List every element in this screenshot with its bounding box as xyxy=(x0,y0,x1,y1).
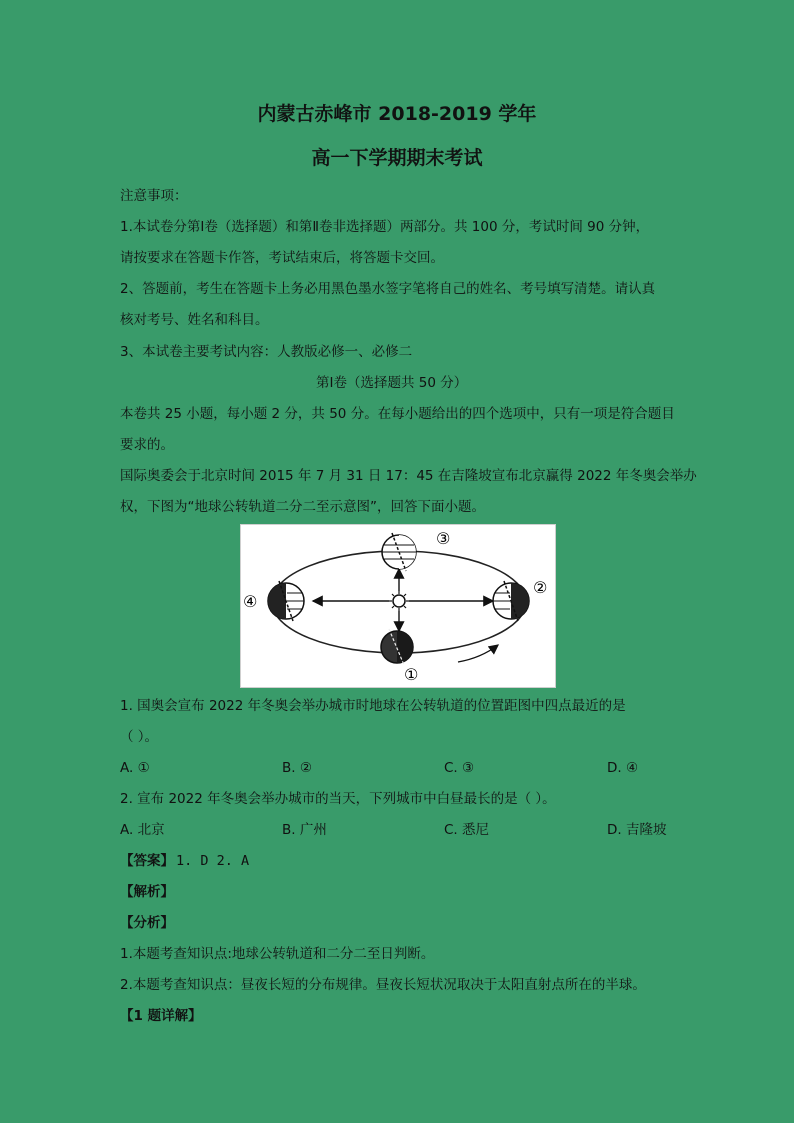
notice3: 3、本试卷主要考试内容：人教版必修一、必修二 xyxy=(120,344,413,360)
q1-option-a: A. ① xyxy=(120,760,150,776)
earth-orbit-diagram xyxy=(240,524,556,688)
passage-line2: 权，下图为“地球公转轨道二分二至示意图”，回答下面小题。 xyxy=(120,499,485,515)
q2-option-d: D. 吉隆坡 xyxy=(607,822,667,838)
analysis-label: 【解析】 xyxy=(120,884,174,900)
earth-position-3 xyxy=(382,533,416,571)
earth-position-2 xyxy=(493,581,529,621)
label-1: ① xyxy=(404,665,419,684)
doc-title-line1: 内蒙古赤峰市 2018-2019 学年 xyxy=(257,103,537,125)
notice2-line1: 2、答题前，考生在答题卡上务必用黑色墨水签字笔将自己的姓名、考号填写清楚。请认真 xyxy=(120,281,656,297)
passage-line1: 国际奥委会于北京时间 2015 年 7 月 31 日 17：45 在吉隆坡宣布北京赢得 2022 年冬奥会举办 xyxy=(120,468,697,484)
q1-option-d: D. ④ xyxy=(607,760,639,776)
notice1-line2: 请按要求在答题卡作答，考试结束后，将答题卡交回。 xyxy=(120,250,444,266)
earth-position-1 xyxy=(381,629,413,665)
point2: 2.本题考查知识点：昼夜长短的分布规律。昼夜长短状况取决于太阳直射点所在的半球。 xyxy=(120,977,646,993)
q1-stem-line1: 1. 国奥会宣布 2022 年冬奥会举办城市时地球在公转轨道的位置距图中四点最近的是 xyxy=(120,698,626,714)
q2-option-c: C. 悉尼 xyxy=(444,822,490,838)
label-2: ② xyxy=(533,578,548,597)
q1-option-c: C. ③ xyxy=(444,760,475,776)
answer-text: 1. D 2. A xyxy=(176,853,250,869)
label-3: ③ xyxy=(436,529,451,548)
doc-title-line2: 高一下学期期末考试 xyxy=(311,147,483,169)
notice-header: 注意事项： xyxy=(120,188,188,204)
q2-option-a: A. 北京 xyxy=(120,822,165,838)
q1-option-b: B. ② xyxy=(282,760,312,776)
earth-position-4 xyxy=(268,581,304,621)
detail-label: 【1 题详解】 xyxy=(120,1008,202,1024)
answer-label: 【答案】 xyxy=(120,853,174,869)
fenxi-label: 【分析】 xyxy=(120,915,174,931)
section-desc-line2: 要求的。 xyxy=(120,437,174,453)
notice2-line2: 核对考号、姓名和科目。 xyxy=(120,312,269,328)
revolution-direction-arrow xyxy=(458,645,498,662)
section-desc-line1: 本卷共 25 小题，每小题 2 分，共 50 分。在每小题给出的四个选项中，只有一项是符合题目 xyxy=(120,406,675,422)
q1-stem-line2: （ ）。 xyxy=(120,729,159,745)
point1: 1.本题考查知识点:地球公转轨道和二分二至日判断。 xyxy=(120,946,435,962)
sun-icon xyxy=(389,591,409,611)
section-title: 第Ⅰ卷（选择题共 50 分） xyxy=(316,375,468,391)
label-4: ④ xyxy=(243,592,258,611)
q2-option-b: B. 广州 xyxy=(282,822,327,838)
orbit-svg xyxy=(241,525,555,687)
notice1-line1: 1.本试卷分第Ⅰ卷（选择题）和第Ⅱ卷非选择题）两部分。共 100 分，考试时间 90 分钟， xyxy=(120,219,650,235)
q2-stem: 2. 宣布 2022 年冬奥会举办城市的当天，下列城市中白昼最长的是（ ）。 xyxy=(120,791,556,807)
